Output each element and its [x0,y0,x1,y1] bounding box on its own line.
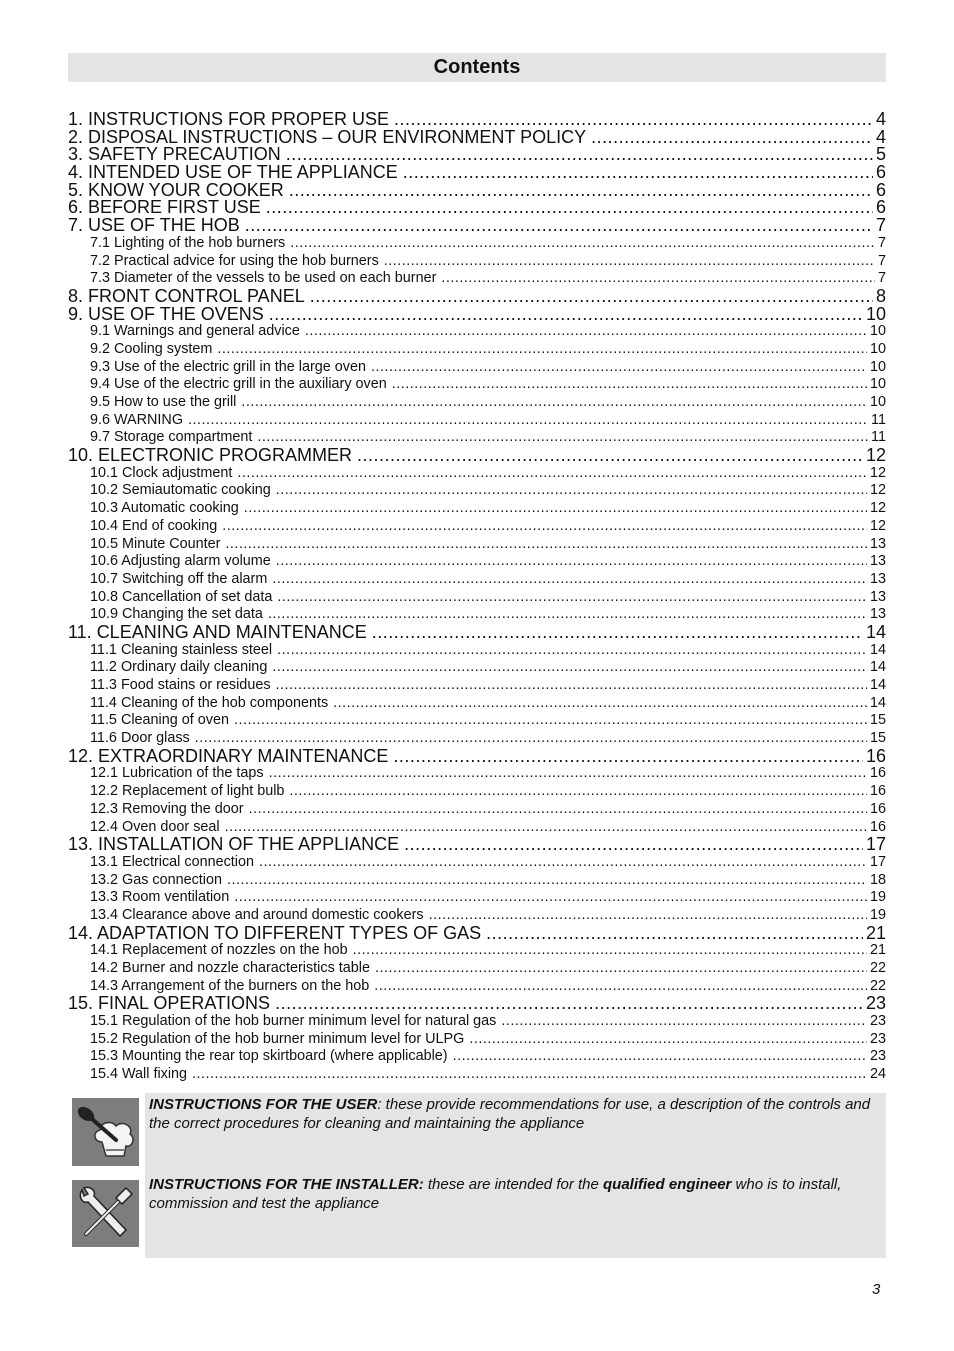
toc-subsection [68,359,886,377]
toc-subsection [68,235,886,253]
toc-leader-dots [244,500,867,518]
toc-page-number: 18 [869,871,886,888]
toc-leader-dots [429,907,867,925]
toc-section [68,288,886,306]
toc-page-number: 23 [865,995,886,1014]
toc-label: 10.1 Clock adjustment [90,464,233,481]
installer-emphasis: qualified engineer [603,1176,732,1193]
toc-subsection [68,854,886,872]
toc-leader-dots [286,146,873,164]
toc-subsection [68,942,886,960]
toc-page-number: 23 [869,1013,886,1030]
toc-page-number: 6 [875,164,886,182]
toc-page-number: 19 [869,889,886,906]
toc-label: 9.7 Storage compartment [90,429,253,446]
toc-page-number: 12 [869,517,886,534]
toc-page-number: 11 [871,429,886,446]
toc-label: 11.4 Cleaning of the hob components [90,694,329,711]
toc-leader-dots [234,889,867,907]
toc-leader-dots [259,854,867,872]
toc-label: 11.5 Cleaning of oven [90,712,229,729]
toc-label: 9.3 Use of the electric grill in the large oven [90,358,366,375]
toc-label: 13.3 Room ventilation [90,889,230,906]
toc-leader-dots [357,447,863,465]
toc-label: 2. DISPOSAL INSTRUCTIONS – OUR ENVIRONMENT POLICY [68,128,587,147]
toc-page-number: 13 [869,588,886,605]
toc-section [68,306,886,324]
toc-section [68,146,886,164]
toc-label: 12.1 Lubrication of the taps [90,765,264,782]
toc-leader-dots [217,341,867,359]
toc-leader-dots [245,217,873,235]
toc-leader-dots [289,783,867,801]
toc-page-number: 12 [869,464,886,481]
toc-label: 5. KNOW YOUR COOKER [68,181,284,200]
toc-label: 12. EXTRAORDINARY MAINTENANCE [68,747,389,766]
toc-subsection [68,889,886,907]
installer-text-after: who is to install, commission and test the appliance [149,1176,842,1212]
toc-subsection [68,712,886,730]
toc-label: 14.1 Replacement of nozzles on the hob [90,942,348,959]
toc-subsection [68,482,886,500]
toc-section [68,199,886,217]
toc-subsection [68,1048,886,1066]
toc-label: 6. BEFORE FIRST USE [68,199,261,218]
toc-subsection [68,429,886,447]
toc-section [68,995,886,1013]
toc-page-number: 16 [865,747,886,766]
toc-leader-dots [393,748,863,766]
toc-page-number: 15 [869,712,886,729]
toc-subsection [68,783,886,801]
toc-subsection [68,1066,886,1084]
toc-label: 10.6 Adjusting alarm volume [90,553,271,570]
toc-page-number: 10 [865,305,886,324]
toc-page-number: 21 [869,942,886,959]
toc-subsection [68,412,886,430]
toc-label: 12.3 Removing the door [90,800,244,817]
toc-page-number: 13 [869,553,886,570]
toc-subsection [68,500,886,518]
toc-leader-dots [392,376,867,394]
toc-leader-dots [591,129,873,147]
installer-instructions-heading: INSTRUCTIONS FOR THE INSTALLER: [149,1176,424,1193]
toc-page-number: 4 [875,111,886,129]
toc-page-number: 13 [869,606,886,623]
toc-page-number: 14 [865,623,886,642]
page-title: Contents [68,53,886,82]
toc-page-number: 10 [869,358,886,375]
toc-leader-dots [188,412,868,430]
toc-label: 14.3 Arrangement of the burners on the hob [90,977,370,994]
toc-subsection [68,642,886,660]
toc-leader-dots [333,695,867,713]
toc-label: 15.1 Regulation of the hob burner minimum level for natural gas [90,1013,497,1030]
toc-page-number: 7 [877,270,886,287]
toc-label: 14.2 Burner and nozzle characteristics table [90,960,370,976]
wrench-screwdriver-icon [72,1180,139,1247]
toc-page-number: 22 [869,977,886,994]
toc-leader-dots [234,712,867,730]
toc-leader-dots [404,836,863,854]
toc-leader-dots [375,960,867,978]
toc-page-number: 11 [871,411,886,428]
toc-label: 12.2 Replacement of light bulb [90,783,285,800]
toc-page-number: 15 [869,730,886,747]
toc-label: 15.3 Mounting the rear top skirtboard (where applicable) [90,1048,448,1065]
toc-subsection [68,819,886,837]
toc-leader-dots [372,624,863,642]
toc-label: 11.1 Cleaning stainless steel [90,641,273,658]
toc-subsection [68,553,886,571]
toc-leader-dots [276,553,867,571]
toc-label: 15.2 Regulation of the hob burner minimum level for ULPG [90,1030,465,1047]
toc-subsection [68,536,886,554]
toc-label: 13.2 Gas connection [90,871,223,888]
toc-leader-dots [266,199,873,217]
toc-subsection [68,518,886,536]
toc-leader-dots [394,111,873,129]
toc-subsection [68,394,886,412]
toc-leader-dots [353,942,867,960]
toc-label: 13.1 Electrical connection [90,853,254,870]
toc-subsection [68,606,886,624]
toc-subsection [68,589,886,607]
toc-leader-dots [469,1031,867,1049]
toc-leader-dots [403,164,873,182]
toc-page-number: 16 [869,765,886,782]
toc-label: 3. SAFETY PRECAUTION [68,146,281,165]
toc-label: 10.2 Semiautomatic cooking [90,482,271,499]
toc-page-number: 12 [869,482,886,499]
user-instructions-heading: INSTRUCTIONS FOR THE USER [149,1096,378,1113]
toc-subsection [68,765,886,783]
toc-leader-dots [276,482,867,500]
toc-section [68,925,886,943]
toc-label: 15.4 Wall fixing [90,1066,188,1083]
toc-leader-dots [441,270,875,288]
toc-leader-dots [268,606,867,624]
toc-section [68,624,886,642]
toc-label: 9.4 Use of the electric grill in the auxiliary oven [90,376,387,393]
toc-subsection [68,1013,886,1031]
toc-subsection [68,376,886,394]
page-number: 3 [872,1281,881,1298]
toc-label: 1. INSTRUCTIONS FOR PROPER USE [68,111,390,129]
toc-label: 15. FINAL OPERATIONS [68,995,271,1014]
toc-subsection [68,253,886,271]
toc-label: 9. USE OF THE OVENS [68,305,264,324]
toc-label: 9.1 Warnings and general advice [90,323,300,340]
toc-subsection [68,323,886,341]
toc-leader-dots [269,765,867,783]
toc-section [68,111,886,129]
toc-page-number: 13 [869,570,886,587]
toc-page-number: 6 [875,181,886,200]
toc-label: 10. ELECTRONIC PROGRAMMER [68,447,353,465]
toc-section [68,447,886,465]
toc-page-number: 8 [875,287,886,306]
user-instructions-box [145,1093,886,1176]
toc-leader-dots [195,730,867,748]
toc-leader-dots [290,235,875,253]
toc-label: 4. INTENDED USE OF THE APPLIANCE [68,164,398,182]
toc-subsection [68,872,886,890]
toc-subsection [68,270,886,288]
toc-page-number: 14 [869,694,886,711]
toc-leader-dots [486,925,863,943]
toc-subsection [68,978,886,996]
toc-leader-dots [272,571,867,589]
toc-label: 13.4 Clearance above and around domestic cookers [90,906,424,923]
toc-leader-dots [277,642,867,660]
toc-leader-dots [371,359,867,377]
toc-subsection [68,1031,886,1049]
toc-subsection [68,677,886,695]
toc-page-number: 16 [869,818,886,835]
toc-leader-dots [222,518,867,536]
toc-leader-dots [272,659,867,677]
toc-label: 9.6 WARNING [90,411,184,428]
toc-page-number: 12 [869,500,886,517]
installer-text-before: these are intended for the [423,1176,604,1193]
toc-label: 11.3 Food stains or residues [90,677,271,693]
table-of-contents [68,111,886,1084]
toc-label: 10.8 Cancellation of set data [90,588,273,605]
toc-section [68,182,886,200]
spoon-chef-hat-icon [72,1098,139,1166]
toc-leader-dots [225,819,867,837]
toc-leader-dots [225,536,867,554]
toc-leader-dots [241,394,867,412]
toc-page-number: 16 [869,783,886,800]
toc-section [68,217,886,235]
toc-leader-dots [277,589,867,607]
toc-page-number: 17 [865,836,886,854]
toc-subsection [68,465,886,483]
toc-page-number: 10 [869,323,886,340]
toc-leader-dots [275,995,863,1013]
toc-subsection [68,695,886,713]
toc-subsection [68,960,886,978]
toc-section [68,836,886,854]
toc-subsection [68,801,886,819]
toc-leader-dots [237,465,867,483]
toc-label: 11.2 Ordinary daily cleaning [90,659,268,676]
toc-section [68,748,886,766]
toc-label: 10.9 Changing the set data [90,606,263,623]
toc-section [68,129,886,147]
toc-page-number: 14 [869,641,886,658]
toc-leader-dots [257,429,868,447]
toc-page-number: 7 [877,252,886,269]
toc-label: 11.6 Door glass [90,730,190,747]
toc-label: 9.5 How to use the grill [90,394,237,410]
toc-page-number: 22 [869,960,886,976]
toc-page-number: 14 [869,677,886,693]
toc-page-number: 7 [875,217,886,235]
toc-label: 10.3 Automatic cooking [90,500,239,517]
toc-page-number: 10 [869,376,886,393]
toc-label: 14. ADAPTATION TO DIFFERENT TYPES OF GAS [68,924,482,943]
user-instructions-text: : these provide recommendations for use, a description of the controls and the correct procedures for cleaning and maintaining the appliance [149,1096,871,1132]
toc-leader-dots [227,872,867,890]
toc-label: 7.3 Diameter of the vessels to be used on each burner [90,270,437,287]
toc-label: 7. USE OF THE HOB [68,217,240,235]
toc-label: 11. CLEANING AND MAINTENANCE [68,623,367,642]
toc-page-number: 14 [869,659,886,676]
toc-label: 7.1 Lighting of the hob burners [90,234,286,251]
toc-page-number: 24 [869,1066,886,1083]
toc-page-number: 23 [869,1048,886,1065]
toc-leader-dots [501,1013,867,1031]
toc-leader-dots [289,182,873,200]
toc-label: 8. FRONT CONTROL PANEL [68,287,305,306]
toc-leader-dots [453,1048,867,1066]
toc-page-number: 10 [869,394,886,410]
toc-page-number: 17 [869,853,886,870]
toc-page-number: 21 [865,924,886,943]
toc-leader-dots [310,288,873,306]
toc-label: 10.5 Minute Counter [90,535,221,552]
toc-page-number: 19 [869,906,886,923]
toc-leader-dots [249,801,867,819]
toc-leader-dots [374,978,867,996]
toc-label: 12.4 Oven door seal [90,818,220,835]
toc-leader-dots [192,1066,867,1084]
toc-subsection [68,341,886,359]
toc-page-number: 12 [865,447,886,465]
toc-page-number: 6 [875,199,886,218]
toc-page-number: 4 [875,128,886,147]
toc-leader-dots [269,306,863,324]
toc-page-number: 7 [877,234,886,251]
toc-leader-dots [384,253,875,271]
toc-label: 10.7 Switching off the alarm [90,570,268,587]
toc-label: 13. INSTALLATION OF THE APPLIANCE [68,836,400,854]
installer-instructions-box [145,1173,886,1258]
toc-page-number: 16 [869,800,886,817]
toc-section [68,164,886,182]
toc-subsection [68,659,886,677]
toc-page-number: 13 [869,535,886,552]
toc-label: 9.2 Cooling system [90,340,213,357]
toc-label: 7.2 Practical advice for using the hob burners [90,252,379,269]
toc-leader-dots [305,323,867,341]
toc-page-number: 5 [875,146,886,165]
toc-label: 10.4 End of cooking [90,517,218,534]
toc-subsection [68,730,886,748]
toc-leader-dots [276,677,867,695]
toc-page-number: 23 [869,1030,886,1047]
toc-subsection [68,907,886,925]
toc-page-number: 10 [869,340,886,357]
toc-subsection [68,571,886,589]
